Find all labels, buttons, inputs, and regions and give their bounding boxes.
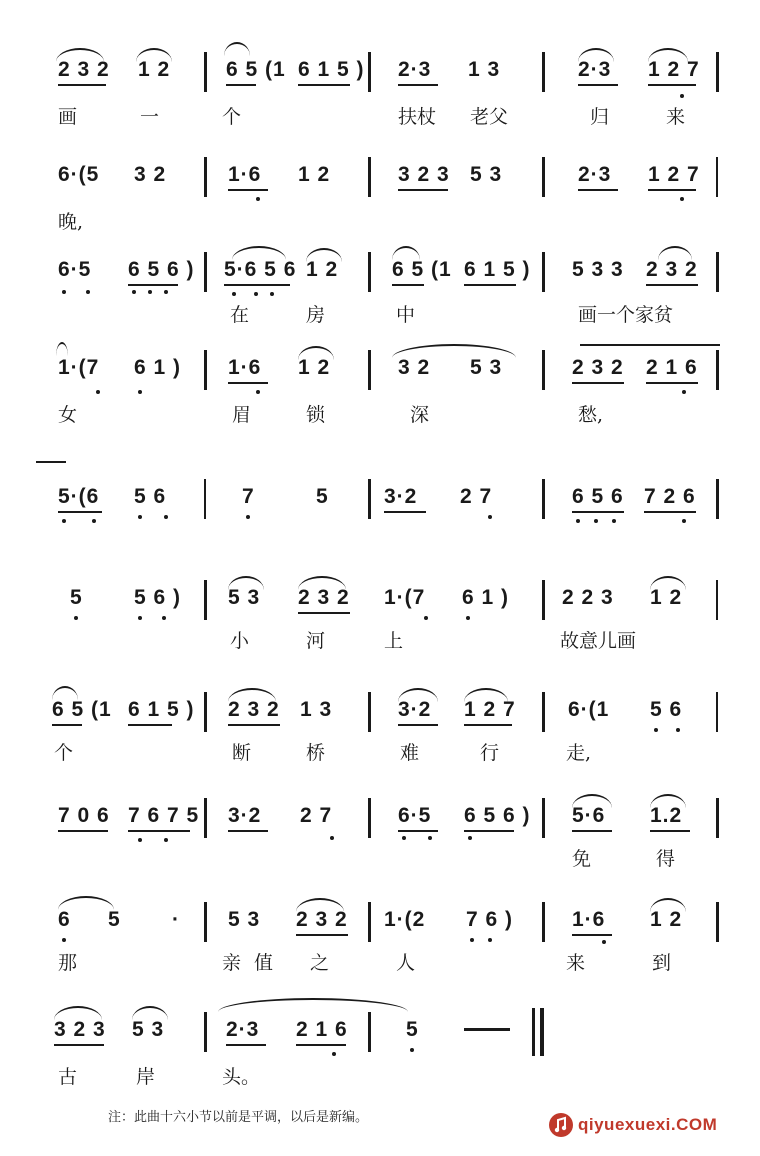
lyric: 行 (480, 742, 500, 764)
measure-notes: 1 2 (298, 163, 331, 186)
score-system (0, 892, 760, 1002)
measure-notes: 2 3 2 (296, 908, 348, 931)
lyric: 一 (140, 106, 160, 128)
measure-notes: 2·3 (578, 163, 612, 186)
measure-notes: 6·(5 (58, 163, 100, 186)
barline (368, 252, 371, 292)
measure-notes: 6 1 5 ) (298, 58, 365, 81)
barline (368, 157, 371, 197)
barline (368, 798, 371, 838)
measure-notes: 2 3 2 (646, 258, 698, 281)
measure-notes: 5 6 (134, 485, 167, 508)
measure-notes: 1 2 (306, 258, 339, 281)
barline (532, 1008, 535, 1056)
barline (368, 350, 371, 390)
measure-notes: 7 (242, 485, 255, 508)
measure-notes: 7 6 ) (466, 908, 514, 931)
lyric: 古 (58, 1066, 78, 1088)
measure-notes: 2 2 3 (562, 586, 614, 609)
measure-notes: 6 1 5 ) (464, 258, 531, 281)
measure-notes: 6 1 5 ) (128, 698, 195, 721)
barline (204, 350, 207, 390)
measure-notes: 3·2 (384, 485, 418, 508)
lyric: 画 (58, 106, 78, 128)
lyric: 女 (58, 404, 78, 426)
measure-notes: 5 (316, 485, 329, 508)
score-system (0, 680, 760, 790)
lyric: 来 (566, 952, 586, 974)
measure-notes: 2·3 (398, 58, 432, 81)
measure-notes: 3·2 (228, 804, 262, 827)
measure-notes: 6 5 (1 (52, 698, 112, 721)
measure-notes: 2 3 2 (58, 58, 110, 81)
barline (204, 1012, 207, 1052)
barline (368, 692, 371, 732)
lyric: 那 (58, 952, 78, 974)
barline (716, 798, 719, 838)
measure-notes: 3 2 (398, 356, 431, 379)
score-system (0, 40, 760, 150)
lyric: 到 (652, 952, 672, 974)
measure-notes: 5 6 ) (134, 586, 182, 609)
measure-notes: 5·(6 (58, 485, 100, 508)
measure-notes: 1·(7 (384, 586, 426, 609)
lyric: 头。 (222, 1066, 261, 1088)
barline (368, 52, 371, 92)
barline (204, 252, 207, 292)
lyric: 在 (230, 304, 250, 326)
measure-notes: 5·6 (572, 804, 606, 827)
barline (368, 902, 371, 942)
lyric: 人 (396, 952, 416, 974)
score-system (0, 240, 760, 350)
measure-notes: 1 3 (300, 698, 333, 721)
measure-notes: 6 5 6 ) (128, 258, 195, 281)
lyric: 亲 (222, 952, 242, 974)
barline (204, 52, 207, 92)
barline (204, 798, 207, 838)
measure-notes: 1·(2 (384, 908, 426, 931)
measure-notes: 1 3 (468, 58, 501, 81)
lyric: 走, (566, 742, 592, 764)
lyric: 归 (590, 106, 610, 128)
barline (368, 1012, 371, 1052)
score-system (0, 145, 760, 255)
lyric: 小 (230, 630, 250, 652)
barline (204, 902, 207, 942)
measure-notes: 2 7 (460, 485, 493, 508)
barline (542, 692, 545, 732)
barline (716, 479, 719, 519)
measure-notes: 7 6 7 5 (128, 804, 200, 827)
measure-notes: 3·2 (398, 698, 432, 721)
lyric: 眉 (232, 404, 252, 426)
barline (204, 479, 206, 519)
barline (542, 902, 545, 942)
barline (542, 798, 545, 838)
measure-notes: 2·3 (578, 58, 612, 81)
lyric: 值 (254, 952, 274, 974)
measure-notes: 6 5 6 ) (464, 804, 531, 827)
measure-notes: 1 2 (650, 908, 683, 931)
lyric: 房 (306, 304, 326, 326)
measure-notes: 1 2 (650, 586, 683, 609)
measure-notes: 5 3 (228, 908, 261, 931)
barline (540, 1008, 544, 1056)
score-system (0, 994, 760, 1104)
lyric: 上 (384, 630, 404, 652)
watermark-text: qiyuexuexi.COM (578, 1115, 718, 1134)
measure-notes: 1 2 7 (464, 698, 516, 721)
measure-notes: 5 (406, 1018, 419, 1041)
lyric: 锁 (306, 404, 326, 426)
lyric: 岸 (136, 1066, 156, 1088)
measure-notes: 6·5 (398, 804, 432, 827)
barline (716, 902, 719, 942)
lyric: 个 (54, 742, 74, 764)
score-system (0, 786, 760, 896)
measure-notes: 6 1 ) (134, 356, 182, 379)
measure-notes: · (172, 908, 180, 931)
lyric: 之 (310, 952, 330, 974)
barline (716, 580, 718, 620)
measure-notes: 6 5 (1 (392, 258, 452, 281)
barline (716, 52, 719, 92)
footnote: 注：此曲十六小节以前是平调，以后是新编。 (108, 1110, 369, 1125)
measure-notes: 5 3 (470, 163, 503, 186)
measure-notes: 1·6 (228, 163, 262, 186)
measure-notes: 1 2 (138, 58, 171, 81)
measure-notes: 1·6 (228, 356, 262, 379)
barline (204, 692, 207, 732)
lyric: 扶杖 (398, 106, 437, 128)
measure-notes: 3 2 3 (54, 1018, 106, 1041)
measure-notes: 6 5 6 (572, 485, 624, 508)
measure-notes: 6·(1 (568, 698, 610, 721)
barline (542, 350, 545, 390)
barline (204, 580, 207, 620)
measure-notes: 3 2 (134, 163, 167, 186)
measure-notes: 1 2 (298, 356, 331, 379)
measure-notes: 6·5 (58, 258, 92, 281)
measure-notes: 2 3 2 (572, 356, 624, 379)
lyric: 晚, (58, 211, 84, 233)
score-system (0, 455, 760, 565)
lyric: 免 (572, 848, 592, 870)
measure-notes: 5 3 (470, 356, 503, 379)
barline (716, 252, 719, 292)
lyric: 桥 (306, 742, 326, 764)
measure-notes: 6 5 (1 (226, 58, 286, 81)
measure-notes: 5 (70, 586, 83, 609)
barline (542, 479, 545, 519)
lyric: 愁, (578, 404, 604, 426)
measure-notes: 2 7 (300, 804, 333, 827)
measure-notes: 6 (58, 908, 71, 931)
lyric: 中 (396, 304, 416, 326)
barline (542, 580, 545, 620)
measure-notes: 2·3 (226, 1018, 260, 1041)
lyric: 断 (232, 742, 252, 764)
lyric: 老父 (470, 106, 509, 128)
lyric: 河 (306, 630, 326, 652)
lyric: 画一个家贫 (578, 304, 674, 326)
measure-notes: 2 1 6 (646, 356, 698, 379)
lyric: 个 (222, 106, 242, 128)
barline (542, 157, 545, 197)
measure-notes: 5 3 (132, 1018, 165, 1041)
measure-notes: 1.2 (650, 804, 683, 827)
measure-notes: 5 3 3 (572, 258, 624, 281)
measure-notes: 3 2 3 (398, 163, 450, 186)
measure-notes: 1·6 (572, 908, 606, 931)
measure-notes: 1 2 7 (648, 58, 700, 81)
barline (716, 157, 718, 197)
measure-notes: 2 3 2 (228, 698, 280, 721)
lyric: 来 (666, 106, 686, 128)
music-note-icon (548, 1112, 574, 1138)
measure-notes: 2 3 2 (298, 586, 350, 609)
measure-notes: 7 2 6 (644, 485, 696, 508)
measure-notes: 7 0 6 (58, 804, 110, 827)
barline (368, 479, 371, 519)
barline (716, 350, 719, 390)
barline (542, 252, 545, 292)
measure-notes: 1 2 7 (648, 163, 700, 186)
barline (204, 157, 207, 197)
barline (716, 692, 718, 732)
lyric: 得 (656, 848, 676, 870)
score-system (0, 568, 760, 678)
measure-notes: 5·6 5 6 (224, 258, 297, 281)
lyric: 故意儿画 (560, 630, 637, 652)
measure-notes: 1·(7 (58, 356, 100, 379)
measure-notes: 5 (108, 908, 121, 931)
measure-notes: 6 1 ) (462, 586, 510, 609)
barline (542, 52, 545, 92)
lyric: 难 (400, 742, 420, 764)
score-system (0, 338, 760, 448)
measure-notes: 2 1 6 (296, 1018, 348, 1041)
measure-notes: 5 6 (650, 698, 683, 721)
measure-notes: 5 3 (228, 586, 261, 609)
lyric: 深 (410, 404, 430, 426)
